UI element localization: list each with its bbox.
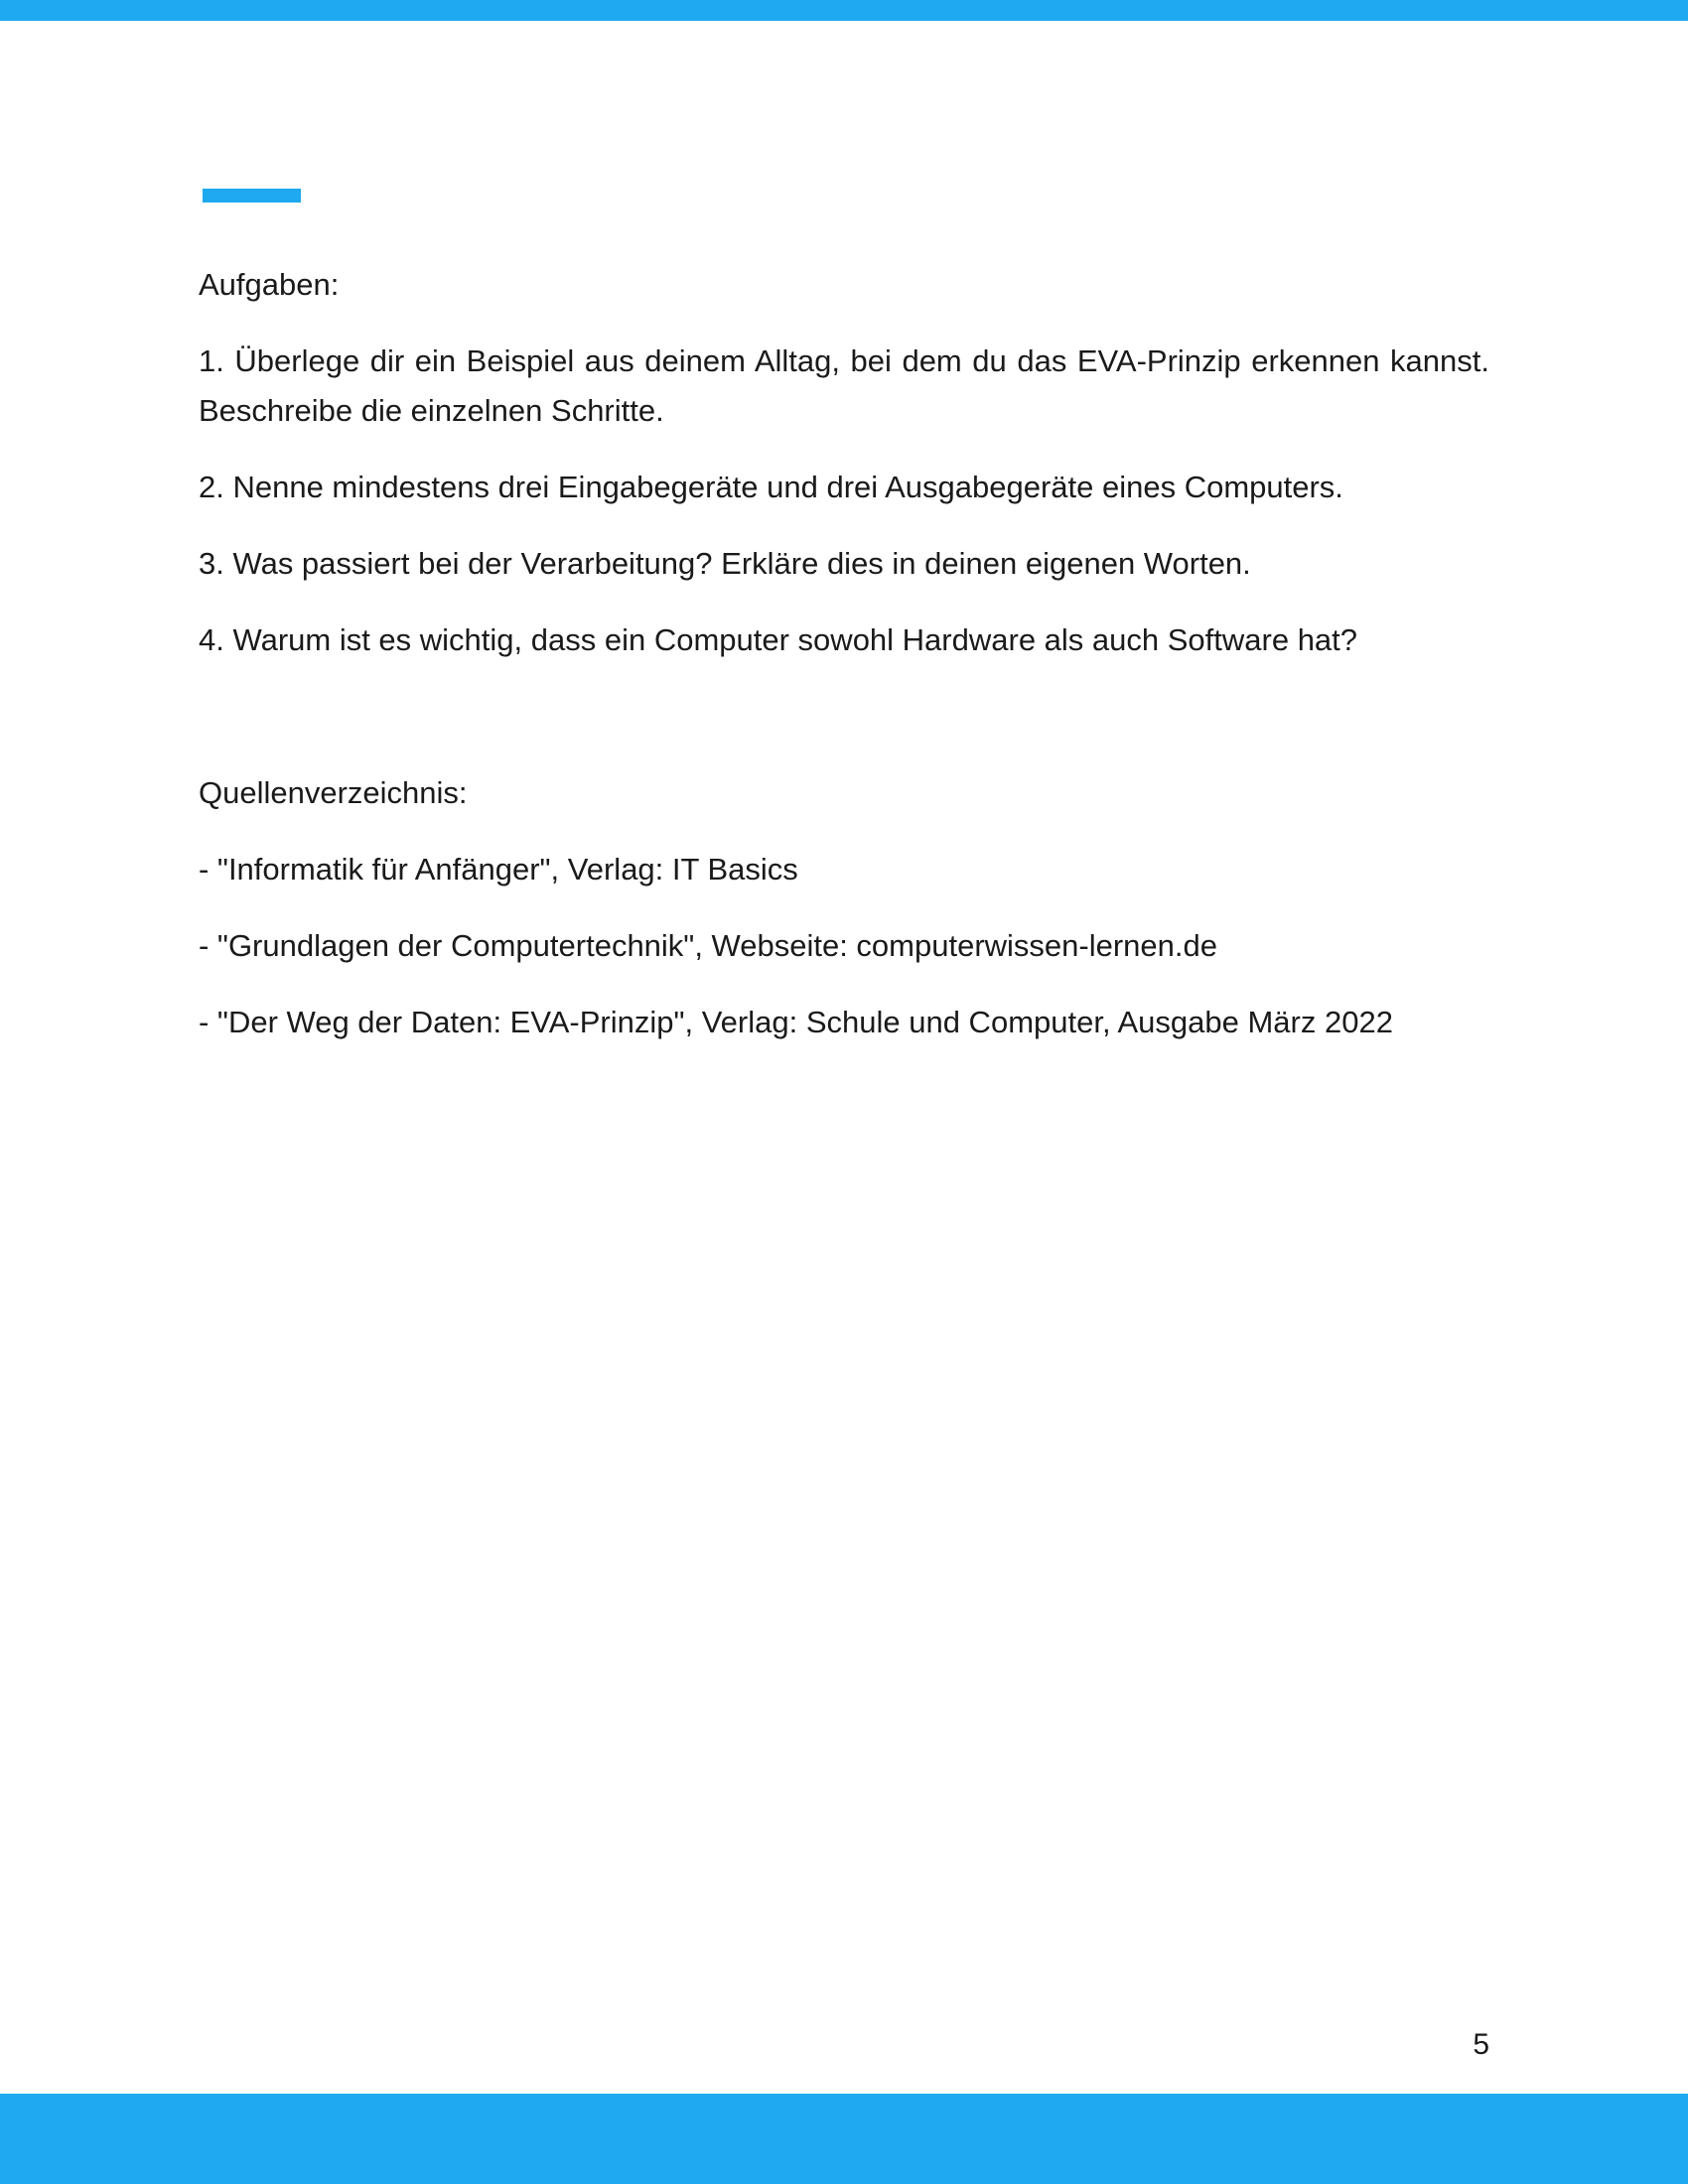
source-item-1: - "Informatik für Anfänger", Verlag: IT Basics (199, 852, 798, 887)
tasks-heading: Aufgaben: (199, 267, 340, 302)
sources-heading: Quellenverzeichnis: (199, 775, 468, 810)
task-item-4: 4. Warum ist es wichtig, dass ein Computer sowohl Hardware als auch Software hat? (199, 622, 1358, 657)
task-item-3: 3. Was passiert bei der Verarbeitung? Erkläre dies in deinen eigenen Worten. (199, 546, 1251, 581)
source-item-3: - "Der Weg der Daten: EVA-Prinzip", Verlag: Schule und Computer, Ausgabe März 2022 (199, 1005, 1393, 1039)
page-number: 5 (1473, 2028, 1489, 2061)
top-accent-bar (0, 0, 1688, 21)
page-content (199, 260, 1489, 1074)
source-item-2: - "Grundlagen der Computertechnik", Webseite: computerwissen-lernen.de (199, 928, 1217, 963)
section-accent-dash (203, 189, 301, 203)
section-spacer (199, 692, 1489, 768)
task-item-1: 1. Überlege dir ein Beispiel aus deinem Alltag, bei dem du das EVA-Prinzip erkennen kannst. Beschreibe die einzelnen Schritte. (199, 343, 1489, 428)
task-item-2: 2. Nenne mindestens drei Eingabegeräte und drei Ausgabegeräte eines Computers. (199, 470, 1343, 504)
bottom-accent-bar (0, 2094, 1688, 2184)
